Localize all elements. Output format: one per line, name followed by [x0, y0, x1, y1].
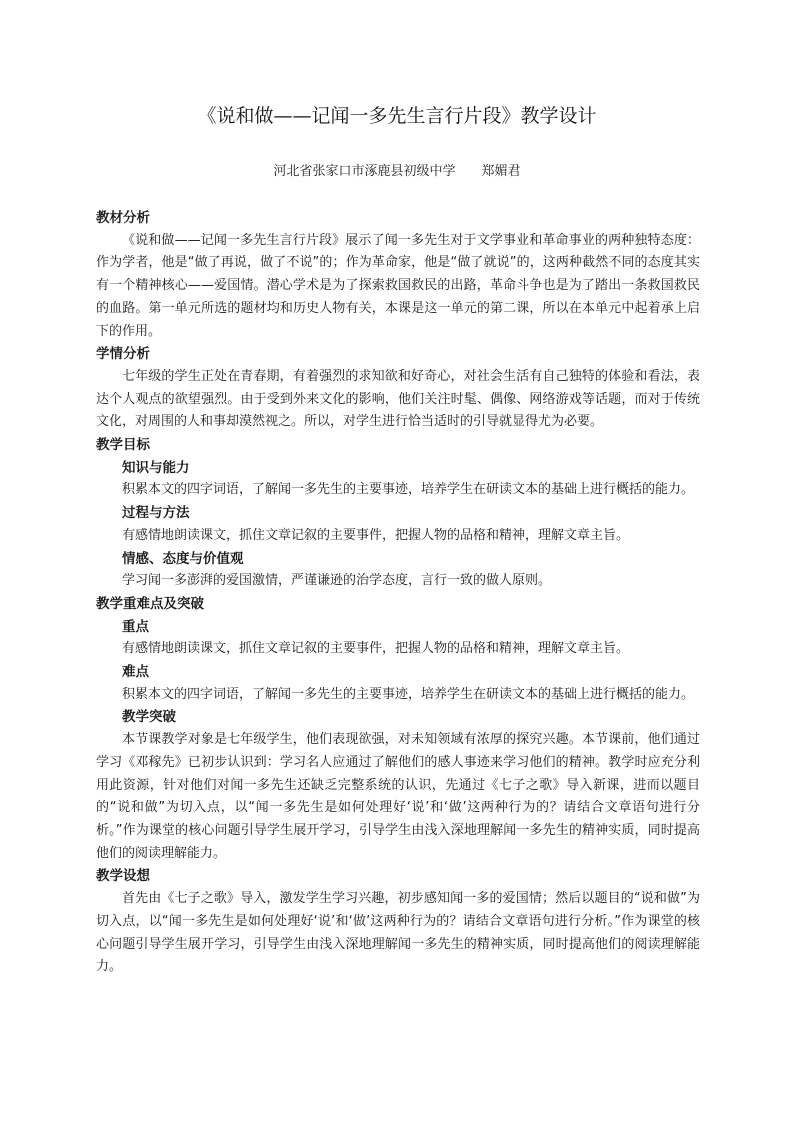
- section-heading: 学情分析: [96, 346, 150, 363]
- paragraph: 积累本文的四字词语，了解闻一多先生的主要事迹，培养学生在研读文本的基础上进行概括的能力。: [122, 686, 695, 702]
- document-body: [96, 207, 700, 979]
- section-key-points: [96, 593, 700, 865]
- paragraph: 积累本文的四字词语，了解闻一多先生的主要事迹，培养学生在研读文本的基础上进行概括的能力。: [122, 482, 695, 498]
- author-line: [0, 162, 794, 182]
- section-heading: 教学设想: [96, 868, 150, 885]
- section-heading: 教学重难点及突破: [96, 595, 204, 612]
- paragraph: 本节课教学对象是七年级学生，他们表现欲强，对未知领域有浓厚的探究兴趣。本节课前，他们通过学习《邓稼先》已初步认识到：学习名人应通过了解他们的感人事迹来学习他们的精神。教学时应充分利用此资源，针对他们对闻一多先生还缺乏完整系统的认识，先通过《七子之歌》导入新课，进而以题目的“说和做”为切入点，以“闻一多先生是如何处理好‘说’和‘做’这两种行为的？请结合文章语句进行分析。”作为课堂的核心问题引导学生展开学习，引导学生由浅入深地理解闻一多先生的精神实质，同时提高他们的阅读理解能力。: [96, 732, 700, 861]
- paragraph: 有感情地朗读课文，抓住文章记叙的主要事件，把握人物的品格和精神，理解文章主旨。: [122, 527, 630, 543]
- section-heading: 教学目标: [96, 437, 150, 454]
- author-name: 郑媚君: [481, 164, 521, 179]
- subsection-heading: 过程与方法: [122, 505, 190, 522]
- paragraph: 七年级的学生正处在青春期，有着强烈的求知欲和好奇心，对社会生活有自己独特的体验和看法，表达个人观点的欲望强烈。由于受到外来文化的影响，他们关注时髦、偶像、网络游戏等话题，而对于传统文化，对周围的人和事却漠然视之。所以，对学生进行恰当适时的引导就显得尤为必要。: [96, 368, 700, 430]
- subsection-heading: 情感、态度与价值观: [122, 550, 244, 567]
- section-design: [96, 865, 700, 979]
- subsection-heading: 重点: [122, 618, 149, 635]
- subsection-heading: 教学突破: [122, 709, 176, 726]
- author-organization: 河北省张家口市涿鹿县初级中学: [273, 164, 456, 179]
- section-materials: [96, 207, 700, 343]
- section-heading: 教材分析: [96, 210, 150, 226]
- section-students: [96, 343, 700, 434]
- paragraph: 学习闻一多澎湃的爱国激情，严谨谦逊的治学态度，言行一致的做人原则。: [122, 573, 552, 589]
- section-goals: [96, 434, 700, 593]
- subsection-heading: 难点: [122, 664, 149, 681]
- paragraph: 首先由《七子之歌》导入，激发学生学习兴趣，初步感知闻一多的爱国情；然后以题目的“说和做”为切入点，以“闻一多先生是如何处理好‘说’和‘做’这两种行为的？请结合文章语句进行分析。”作为课堂的核心问题引导学生展开学习，引导学生由浅入深地理解闻一多先生的精神实质，同时提高他们的阅读理解能力。: [96, 891, 700, 975]
- document-title: 《说和做——记闻一多先生言行片段》教学设计: [197, 105, 597, 127]
- paragraph: 《说和做——记闻一多先生言行片段》展示了闻一多先生对于文学事业和革命事业的两种独特态度：作为学者，他是“做了再说，做了不说”的；作为革命家，他是“做了就说”的，这两种截然不同的态度其实有一个精神核心——爱国情。潜心学术是为了探索救国救民的出路，革命斗争也是为了踏出一条救国救民的血路。第一单元所选的题材均和历史人物有关，本课是这一单元的第二课，所以在本单元中起着承上启下的作用。: [96, 232, 700, 339]
- subsection-heading: 知识与能力: [122, 459, 190, 476]
- paragraph: 有感情地朗读课文，抓住文章记叙的主要事件，把握人物的品格和精神，理解文章主旨。: [122, 641, 630, 657]
